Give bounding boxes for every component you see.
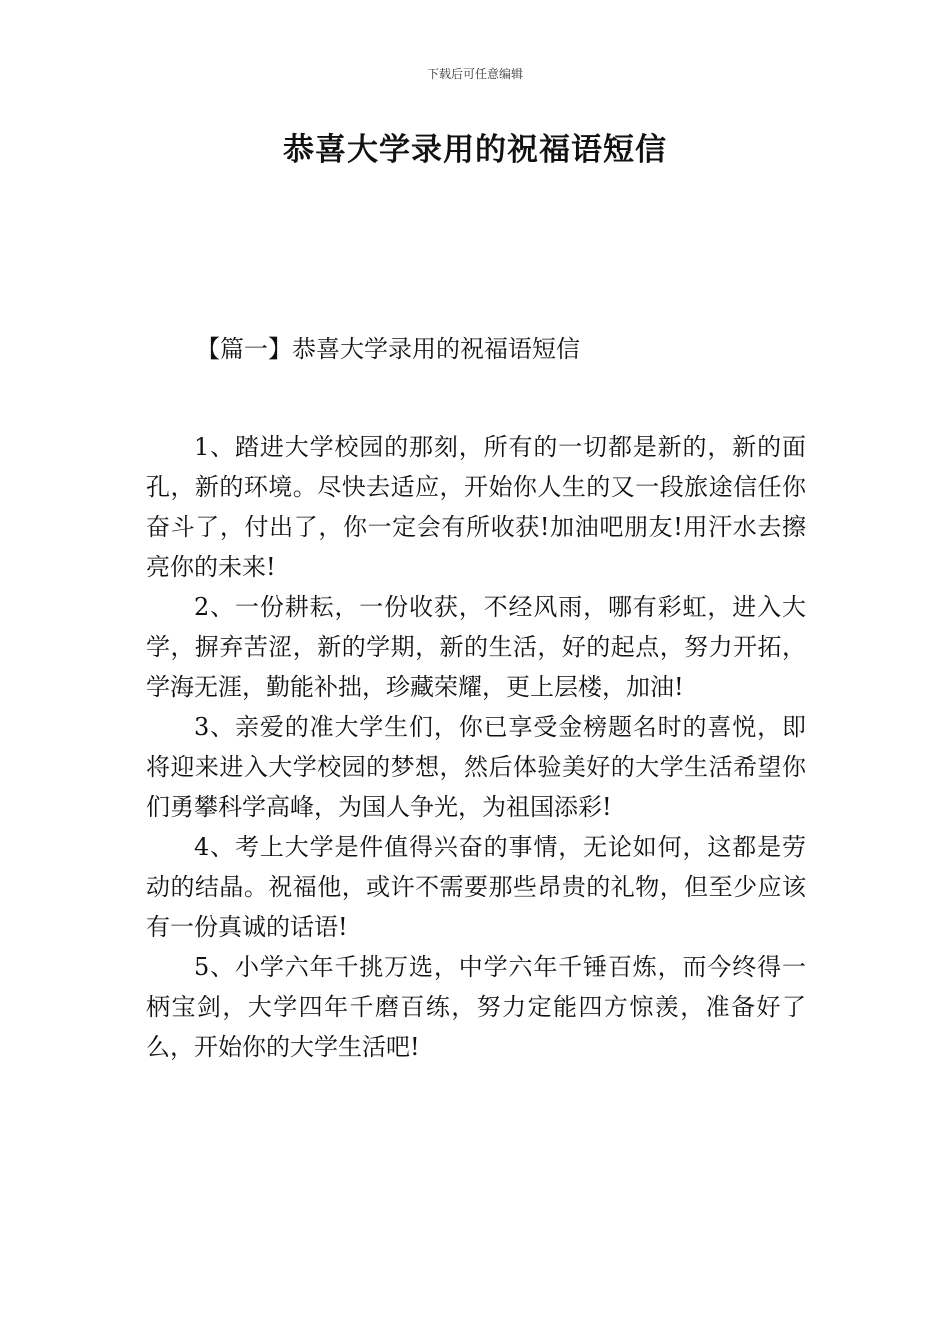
section-heading: 【篇一】恭喜大学录用的祝福语短信 — [196, 335, 580, 363]
paragraph-3: 3、亲爱的准大学生们，你已享受金榜题名时的喜悦，即将迎来进入大学校园的梦想，然后体验美好的大学生活希望你们勇攀科学高峰，为国人争光，为祖国添彩! — [146, 713, 806, 821]
document-body — [146, 427, 806, 1067]
paragraph-1: 1、踏进大学校园的那刻，所有的一切都是新的，新的面孔，新的环境。尽快去适应，开始你人生的又一段旅途信任你奋斗了，付出了，你一定会有所收获!加油吧朋友!用汗水去擦亮你的未来! — [146, 433, 806, 581]
paragraph-2: 2、一份耕耘，一份收获，不经风雨，哪有彩虹，进入大学，摒弃苦涩，新的学期，新的生活，好的起点，努力开拓，学海无涯，勤能补拙，珍藏荣耀，更上层楼，加油! — [146, 593, 806, 701]
paragraph-4: 4、考上大学是件值得兴奋的事情，无论如何，这都是劳动的结晶。祝福他，或许不需要那些昂贵的礼物，但至少应该有一份真诚的话语! — [146, 833, 806, 941]
header-note: 下载后可任意编辑 — [426, 67, 523, 81]
paragraph-5: 5、小学六年千挑万选，中学六年千锤百炼，而今终得一柄宝剑，大学四年千磨百练，努力定能四方惊羡，准备好了么，开始你的大学生活吧! — [146, 953, 806, 1061]
document-title: 恭喜大学录用的祝福语短信 — [283, 132, 667, 168]
